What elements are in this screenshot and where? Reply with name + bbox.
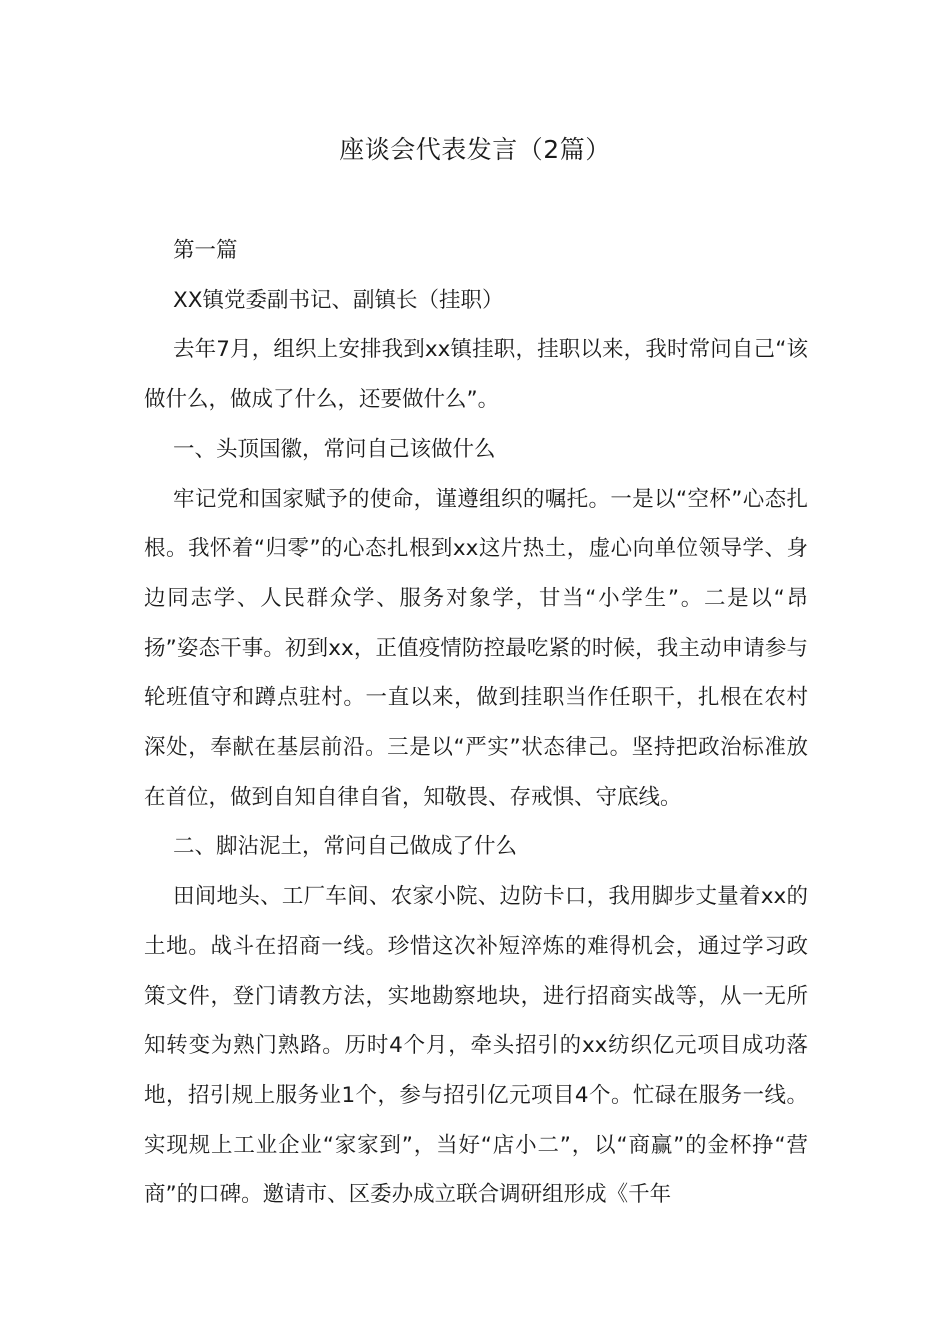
heading-two: 二、脚沾泥土，常问自己做成了什么 — [173, 834, 518, 860]
document-body — [144, 226, 808, 1220]
section-label: 第一篇 — [173, 238, 238, 263]
paragraph-two: 田间地头、工厂车间、农家小院、边防卡口，我用脚步丈量着xx的土地。战斗在招商一线。珍惜这次补短淬炼的难得机会，通过学习政策文件，登门请教方法，实地勘察地块，进行招商实战等，从一无所知转变为熟门熟路。历时4个月，牵头招引的xx纺织亿元项目成功落地，招引规上服务业1个，参与招引亿元项目4个。忙碌在服务一线。实现规上工业企业“家家到”，当好“店小二”，以“商赢”的金杯挣“营商”的口碑。邀请市、区委办成立联合调研组形成《千年 — [144, 884, 808, 1208]
intro-paragraph: 去年7月，组织上安排我到xx镇挂职，挂职以来，我时常问自己“该做什么，做成了什么，还要做什么”。 — [144, 337, 808, 413]
paragraph-one: 牢记党和国家赋予的使命，谨遵组织的嘱托。一是以“空杯”心态扎根。我怀着“归零”的心态扎根到xx这片热土，虚心向单位领导学、身边同志学、人民群众学、服务对象学，甘当“小学生”。二是以“昂扬”姿态干事。初到xx，正值疫情防控最吃紧的时候，我主动申请参与轮班值守和蹲点驻村。一直以来，做到挂职当作任职干，扎根在农村深处，奉献在基层前沿。三是以“严实”状态律己。坚持把政治标准放在首位，做到自知自律自省，知敬畏、存戒惧、守底线。 — [144, 486, 808, 810]
document-title: 座谈会代表发言（2篇） — [339, 135, 611, 164]
heading-one: 一、头顶国徽，常问自己该做什么 — [173, 436, 496, 462]
speaker-line: XX镇党委副书记、副镇长（挂职） — [173, 287, 504, 313]
